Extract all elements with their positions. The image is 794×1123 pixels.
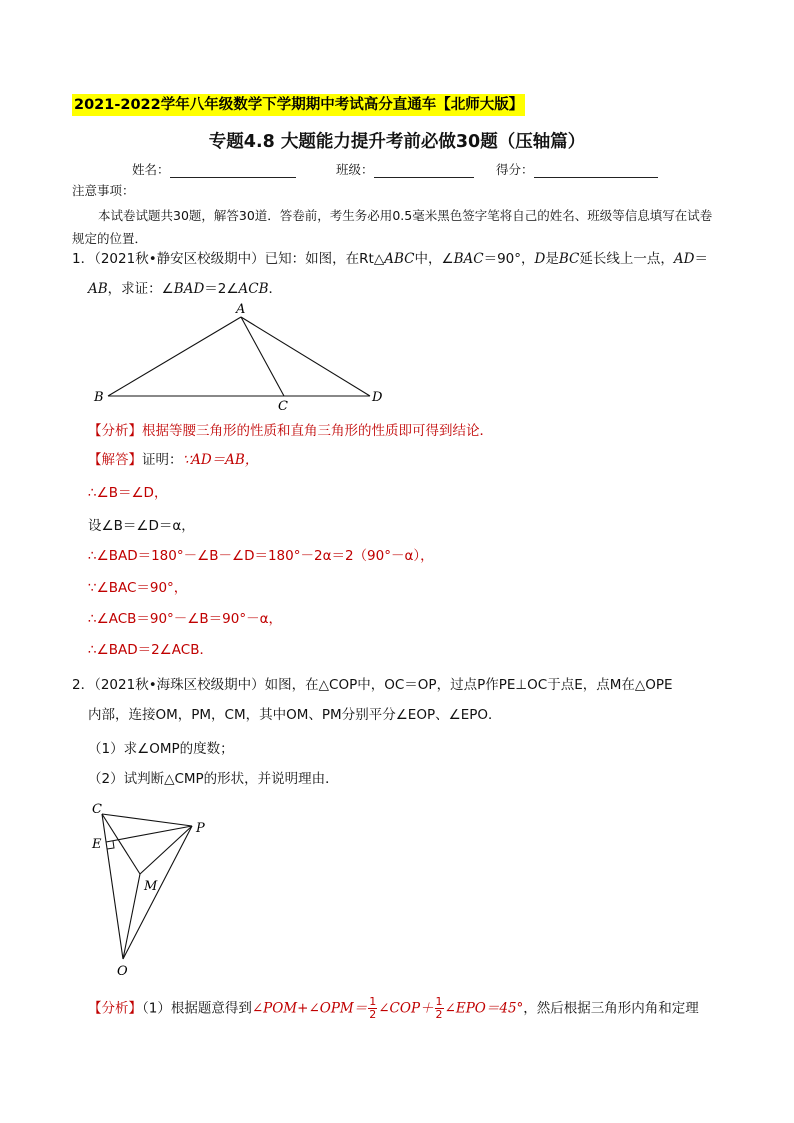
label-a: A <box>236 302 246 317</box>
notice-body: 本试卷试题共30题，解答30道．答卷前，考生务必用0.5毫米黑色签字笔将自己的姓名、班级等信息填写在试卷规定的位置． <box>72 208 713 246</box>
q2-analysis <box>88 996 699 1021</box>
segment-cp <box>102 814 192 826</box>
q1-text: 已知：如图，在Rt△ <box>264 251 385 267</box>
label-c: C <box>278 399 288 412</box>
solution-step: 设∠B＝∠D＝α， <box>88 518 195 534</box>
analysis-tag: 【分析】 <box>88 423 142 439</box>
q1-text: 中，∠ <box>414 251 454 267</box>
class-blank[interactable] <box>374 163 474 178</box>
solution-step: ∴∠BAD＝2∠ACB． <box>88 642 213 658</box>
segment-ab <box>108 317 241 396</box>
label-c: C <box>92 802 102 817</box>
analysis-text: ，然后根据三角形内角和定理 <box>523 1000 699 1017</box>
score-label: 得分： <box>496 162 534 177</box>
segment-co <box>102 814 123 959</box>
q1-var: D <box>534 251 546 267</box>
q2-source: （2021秋•海珠区校级期中） <box>94 677 265 693</box>
q1-text: 是 <box>545 251 559 267</box>
analysis-tag: 【分析】 <box>88 1000 142 1017</box>
q1-text: ． <box>268 281 282 297</box>
q2-figure <box>88 796 218 986</box>
answer-tag: 【解答】 <box>88 452 142 468</box>
frac-den: 2 <box>369 1008 377 1021</box>
solution-step: ∵∠BAC＝90°， <box>88 580 188 596</box>
q1-source: （2021秋•静安区校级期中） <box>94 251 265 267</box>
question-2 <box>72 670 722 730</box>
name-field[interactable] <box>132 160 296 178</box>
q2-line2: 内部，连接OM，PM，CM，其中OM、PM分别平分∠EOP、∠EPO． <box>88 707 502 723</box>
segment-cm <box>102 814 140 874</box>
label-o: O <box>117 964 128 979</box>
label-b: B <box>94 390 104 405</box>
q2-line1: 如图，在△COP中，OC＝OP，过点P作PE⊥OC于点E，点M在△OPE <box>264 677 673 693</box>
segment-ac <box>241 317 284 396</box>
q1-text: 延长线上一点， <box>579 251 674 267</box>
q1-text: ，求证：∠ <box>107 281 174 297</box>
label-p: P <box>196 821 205 836</box>
frac-den: 2 <box>435 1008 443 1021</box>
score-field[interactable] <box>496 160 658 178</box>
q1-var: BAD <box>173 281 205 297</box>
name-blank[interactable] <box>170 163 296 178</box>
page-title: 专题4.8 大题能力提升考前必做30题（压轴篇） <box>208 132 586 152</box>
frac-num: 1 <box>369 995 377 1008</box>
q1-var: ACB <box>238 281 269 297</box>
q1-figure <box>88 300 388 412</box>
solution-step: ∴∠B＝∠D， <box>88 485 168 501</box>
q1-var: AB <box>88 281 108 297</box>
notice-heading: 注意事项： <box>72 183 135 198</box>
right-angle-mark <box>107 841 114 849</box>
analysis-text: （1）根据题意得到 <box>142 1000 252 1017</box>
solution-step: ∴∠BAD＝180°－∠B－∠D＝180°－2α＝2（90°－α）， <box>88 548 434 564</box>
series-header: 2021-2022学年八年级数学下学期期中考试高分直通车【北师大版】 <box>72 94 525 116</box>
q1-var: BC <box>558 251 580 267</box>
q2-part-1: （1）求∠OMP的度数； <box>88 741 234 757</box>
segment-po <box>123 826 192 959</box>
question-1 <box>72 244 722 304</box>
analysis-expr: ∠COP＋ <box>378 1000 434 1017</box>
q1-var: BAC <box>453 251 484 267</box>
label-e: E <box>92 837 102 852</box>
segment-om <box>123 874 140 959</box>
solution-step: ∵AD＝AB， <box>182 452 259 468</box>
q1-text: ＝ <box>694 251 708 267</box>
class-field[interactable] <box>336 160 474 178</box>
class-label: 班级： <box>336 162 374 177</box>
label-d: D <box>372 390 383 405</box>
q1-var: AD <box>673 251 695 267</box>
label-m: M <box>144 879 158 894</box>
q1-text: ＝90°， <box>483 251 535 267</box>
q1-number: 1． <box>72 251 95 267</box>
name-label: 姓名： <box>132 162 170 177</box>
fraction-half <box>368 996 377 1021</box>
q1-text: ＝2∠ <box>204 281 239 297</box>
q1-analysis <box>88 421 493 441</box>
q1-var: ABC <box>384 251 415 267</box>
q1-answer <box>88 450 258 470</box>
answer-intro: 证明： <box>142 452 183 468</box>
segment-pe <box>106 826 192 842</box>
analysis-text: 根据等腰三角形的性质和直角三角形的性质即可得到结论． <box>142 423 493 439</box>
score-blank[interactable] <box>534 163 658 178</box>
solution-step: ∴∠ACB＝90°－∠B＝90°－α， <box>88 611 282 627</box>
q2-number: 2． <box>72 677 95 693</box>
analysis-expr: ∠POM+∠OPM＝ <box>251 1000 368 1017</box>
fraction-half <box>435 996 444 1021</box>
segment-ad <box>241 317 370 396</box>
frac-num: 1 <box>435 995 443 1008</box>
q2-part-2: （2）试判断△CMP的形状，并说明理由． <box>88 771 339 787</box>
segment-pm <box>140 826 192 874</box>
analysis-expr: ∠EPO＝45° <box>444 1000 524 1017</box>
